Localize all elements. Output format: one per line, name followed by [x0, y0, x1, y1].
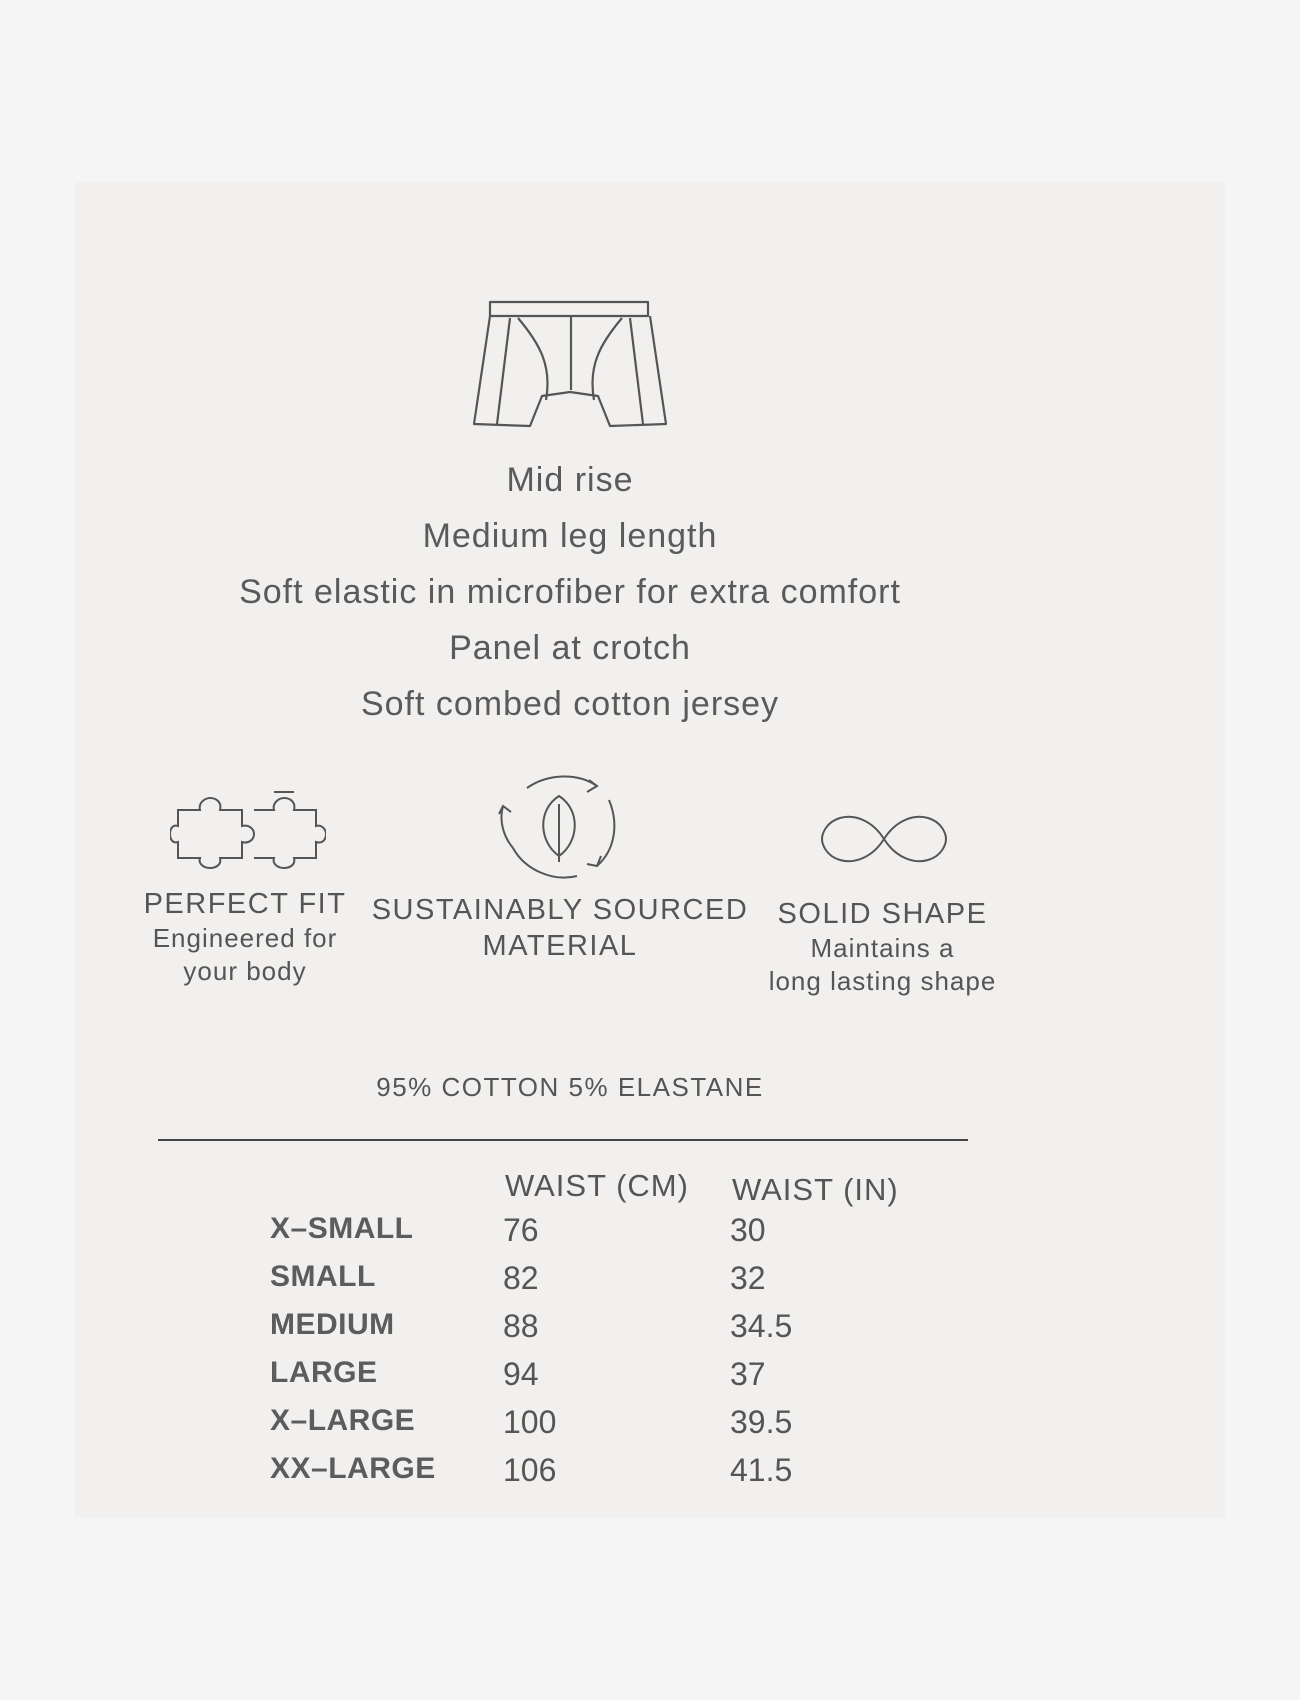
header-waist-in: WAIST (IN) [732, 1172, 899, 1207]
perk-title: SOLID SHAPE [777, 898, 988, 930]
table-row [270, 1356, 970, 1404]
waist-cm-value: 76 [503, 1212, 539, 1248]
waist-cm-value: 94 [503, 1356, 539, 1392]
infinity-icon [820, 810, 948, 868]
perk-title: PERFECT FIT [143, 888, 347, 920]
waist-in-value: 30 [730, 1212, 766, 1248]
waist-in-value: 32 [730, 1260, 766, 1296]
waist-cm-value: 88 [503, 1308, 539, 1344]
boxer-briefs-icon [470, 296, 670, 442]
divider [158, 1139, 968, 1141]
waist-in-value: 37 [730, 1356, 766, 1392]
table-row [270, 1452, 970, 1500]
recycle-leaf-icon [497, 770, 622, 882]
size-label: MEDIUM [270, 1308, 395, 1341]
table-row [270, 1308, 970, 1356]
waist-in-value: 39.5 [730, 1404, 793, 1440]
table-row [270, 1260, 970, 1308]
feature-item: Panel at crotch [449, 629, 691, 667]
size-label: SMALL [270, 1260, 376, 1293]
perk-subtitle: long lasting shape [768, 966, 997, 996]
waist-cm-value: 100 [503, 1404, 557, 1440]
table-row [270, 1212, 970, 1260]
waist-cm-value: 106 [503, 1452, 557, 1488]
size-label: XX–LARGE [270, 1452, 436, 1485]
puzzle-icon [170, 790, 326, 872]
perk-subtitle: Engineered for [152, 923, 338, 953]
waist-in-value: 34.5 [730, 1308, 793, 1344]
perk-title: SUSTAINABLY SOURCED [371, 894, 749, 926]
waist-cm-value: 82 [503, 1260, 539, 1296]
size-label: X–SMALL [270, 1212, 414, 1245]
feature-item: Soft combed cotton jersey [360, 685, 780, 723]
perk-solid-shape [755, 896, 1010, 998]
feature-list [150, 452, 990, 732]
header-waist-cm: WAIST (CM) [505, 1168, 689, 1203]
perk-sustainably-sourced [370, 892, 750, 964]
perk-perfect-fit [130, 886, 360, 988]
feature-item: Soft elastic in microfiber for extra comfort [239, 573, 901, 611]
perk-subtitle: Maintains a [810, 933, 955, 963]
waist-in-value: 41.5 [730, 1452, 793, 1488]
feature-item: Medium leg length [422, 517, 718, 555]
size-label: LARGE [270, 1356, 378, 1389]
fabric-composition: 95% COTTON 5% ELASTANE [376, 1072, 764, 1102]
perk-title: MATERIAL [482, 930, 638, 962]
feature-item: Mid rise [506, 461, 634, 499]
table-row [270, 1404, 970, 1452]
size-label: X–LARGE [270, 1404, 416, 1437]
perk-subtitle: your body [183, 956, 307, 986]
